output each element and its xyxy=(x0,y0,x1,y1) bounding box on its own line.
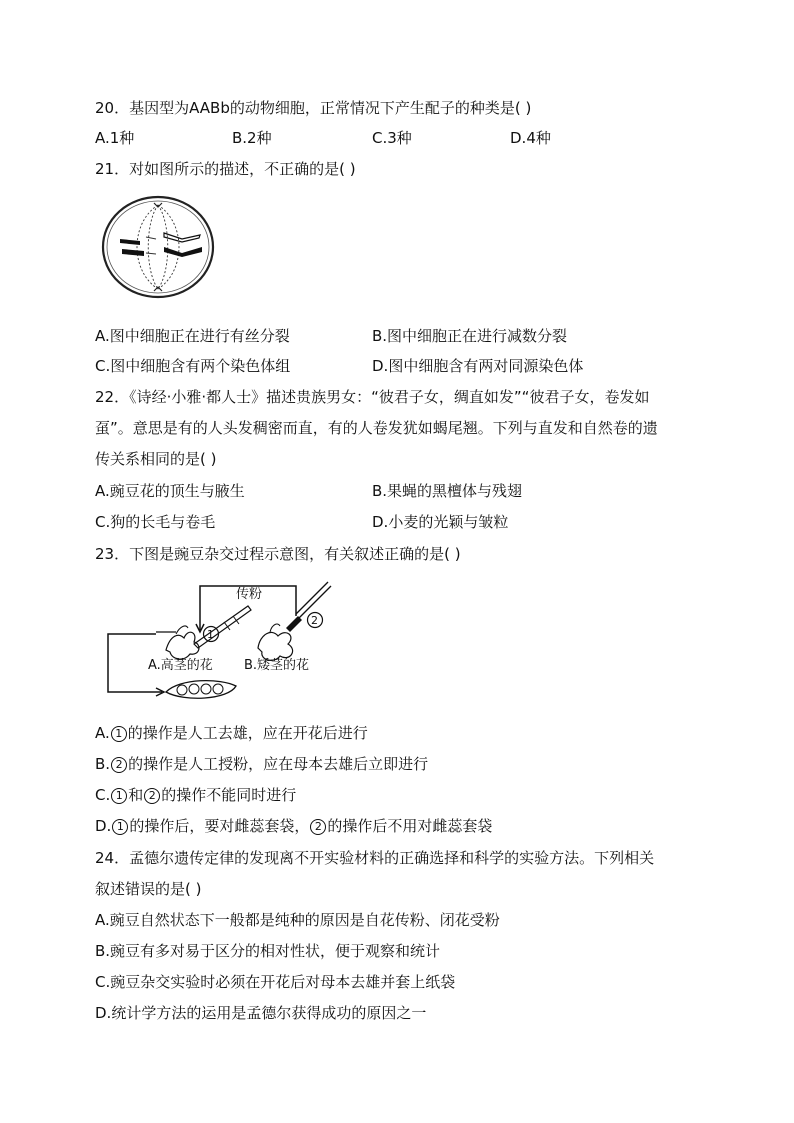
q21-option-d: D.图中细胞含有两对同源染色体 xyxy=(372,357,584,375)
cell-division-figure xyxy=(100,193,216,301)
q21-option-a: A.图中细胞正在进行有丝分裂 xyxy=(95,327,290,345)
question-24-stem-line2: 叙述错误的是( ) xyxy=(95,880,202,898)
svg-text:2: 2 xyxy=(311,614,318,627)
q23-option-b: B. 2 的操作是人工授粉，应在母本去雄后立即进行 xyxy=(95,755,429,773)
pea-hybridization-figure xyxy=(100,578,340,702)
question-24-stem-line1: 24．孟德尔遗传定律的发现离不开实验材料的正确选择和科学的实验方法。下列相关 xyxy=(95,849,655,867)
q22-option-c: C.狗的长毛与卷毛 xyxy=(95,513,216,531)
q21-option-b: B.图中细胞正在进行减数分裂 xyxy=(372,327,568,345)
flower-b-label: B.矮茎的花 xyxy=(244,658,310,673)
q24-option-b: B.豌豆有多对易于区分的相对性状，便于观察和统计 xyxy=(95,942,441,960)
question-21-stem: 21．对如图所示的描述，不正确的是( ) xyxy=(95,160,356,178)
question-22-stem-line3: 传关系相同的是( ) xyxy=(95,450,217,468)
question-22-stem-line2: 虿”。意思是有的人头发稠密而直，有的人卷发犹如蝎尾翘。下列与直发和自然卷的遗 xyxy=(95,419,658,437)
q22-option-a: A.豌豆花的顶生与腋生 xyxy=(95,482,245,500)
q23-option-a: A. 1 的操作是人工去雄，应在开花后进行 xyxy=(95,724,368,742)
q22-option-d: D.小麦的光颖与皱粒 xyxy=(372,513,509,531)
pollination-label: 传粉 xyxy=(236,587,263,602)
flower-a-label: A.高茎的花 xyxy=(148,658,213,673)
q22-option-b: B.果蝇的黑檀体与残翅 xyxy=(372,482,523,500)
q24-option-d: D.统计学方法的运用是孟德尔获得成功的原因之一 xyxy=(95,1004,427,1022)
q20-option-b: B.2种 xyxy=(232,129,272,147)
q20-option-c: C.3种 xyxy=(372,129,412,147)
q21-option-c: C.图中细胞含有两个染色体组 xyxy=(95,357,291,375)
q24-option-c: C.豌豆杂交实验时必须在开花后对母本去雄并套上纸袋 xyxy=(95,973,456,991)
q23-option-c: C. 1 和 2 的操作不能同时进行 xyxy=(95,786,297,804)
svg-text:1: 1 xyxy=(207,628,214,641)
q20-option-d: D.4种 xyxy=(510,129,551,147)
question-22-stem-line1: 22．《诗经·小雅·都人士》描述贵族男女：“彼君子女，绸直如发”“彼君子女，卷发如 xyxy=(95,388,650,406)
question-23-stem: 23．下图是豌豆杂交过程示意图，有关叙述正确的是( ) xyxy=(95,545,461,563)
q23-option-d: D. 1 的操作后，要对雌蕊套袋， 2 的操作后不用对雌蕊套袋 xyxy=(95,817,493,835)
q24-option-a: A.豌豆自然状态下一般都是纯种的原因是自花传粉、闭花受粉 xyxy=(95,911,500,929)
q20-option-a: A.1种 xyxy=(95,129,135,147)
question-20-stem: 20．基因型为AABb的动物细胞，正常情况下产生配子的种类是( ) xyxy=(95,99,532,117)
